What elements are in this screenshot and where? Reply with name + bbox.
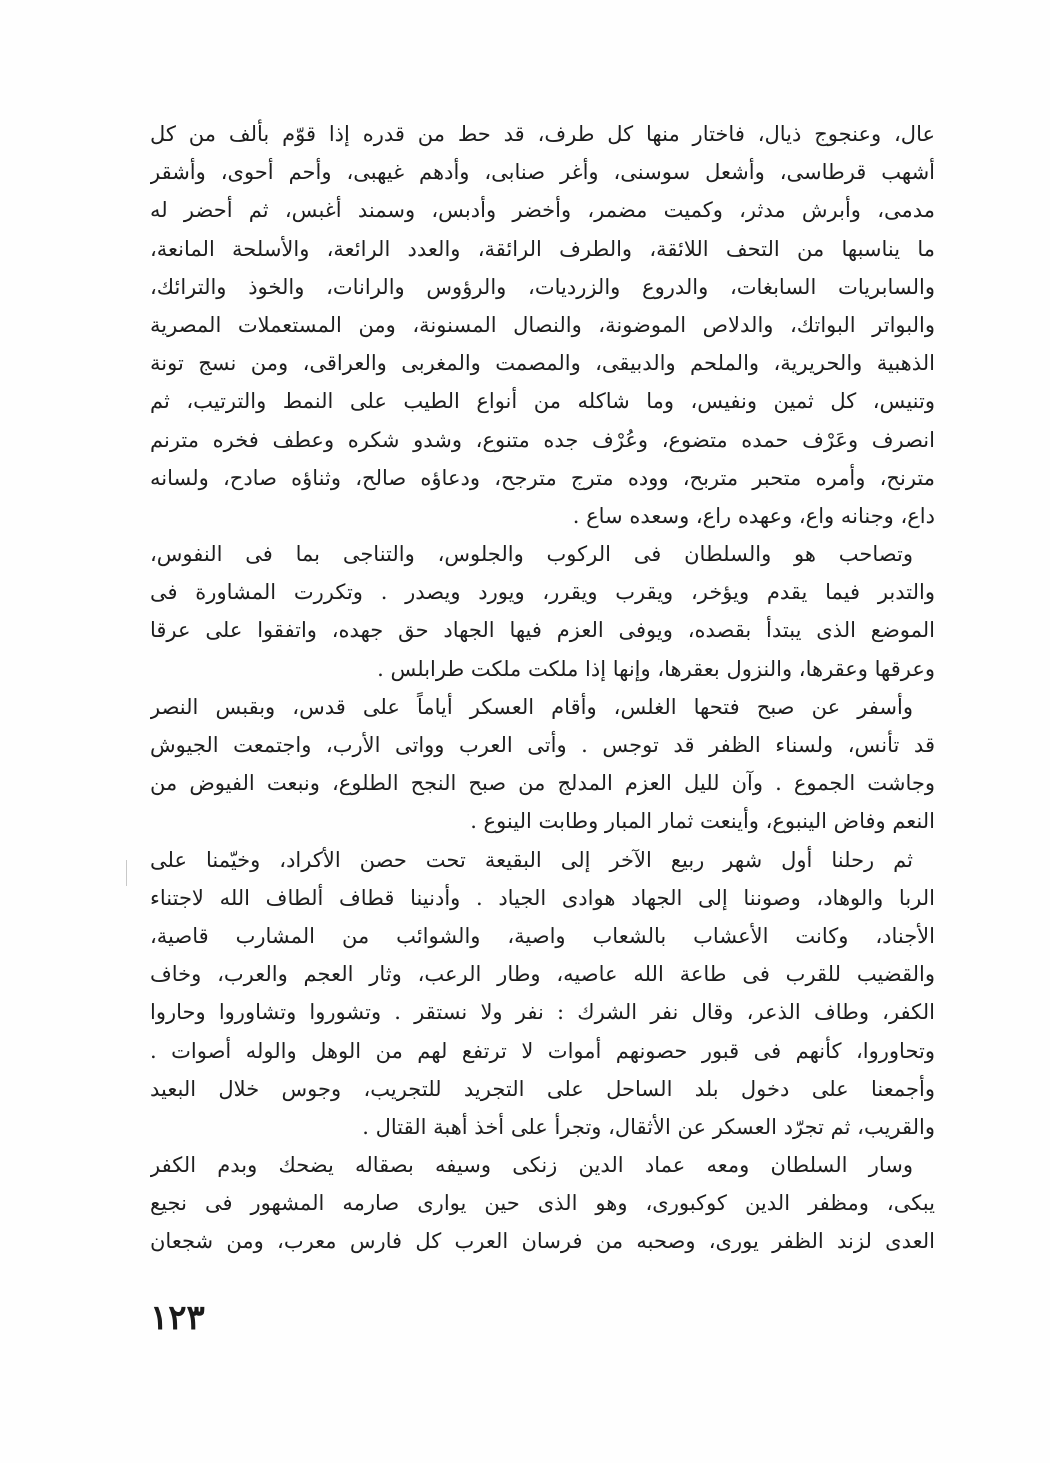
text-line: والبواتر البواتك، والدلاص الموضونة، والنصال المسنونة، ومن المستعملات المصرية [150, 312, 935, 337]
body-text [150, 115, 935, 1261]
text-line: يبكى، ومظفر الدين كوكبورى، وهو الذى حين يوارى صارمه المشهور فى نجيع [150, 1191, 935, 1216]
text-line: والسابريات السابغات، والدروع والزرديات، والرؤوس والرانات، والخوذ والترائك، [150, 274, 935, 299]
text-line: وتنيس، كل ثمين ونفيس، وما شاكله من أنواع الطيب على النمط والترتيب، ثم [150, 389, 935, 414]
text-line: النعم وفاض الينبوع، وأينعت ثمار المبار وطابت الينوع . [470, 809, 935, 834]
text-line: الربا والوهاد، وصوننا إلى الجهاد هوادى الجياد . وأدنينا قطاف ألطاف الله لاجتناء [150, 885, 935, 910]
text-line: ما يناسبها من التحف اللائقة، والطرف الرائقة، والعدد الرائعة، والأسلحة المانعة، [150, 236, 935, 261]
text-line: وجاشت الجموع . وآن لليل العزم المدلج من صبح النجح الطلوع، ونبعت الفيوض من [150, 771, 935, 796]
text-line: ثم رحلنا أول شهر ربيع الآخر إلى البقيعة تحت حصن الأكراد، وخيّمنا على [150, 847, 913, 872]
text-line: وسار السلطان ومعه عماد الدين زنكى وسيفه بصقاله يضحك وبدم الكفر [150, 1153, 913, 1178]
text-line: الكفر، وطاف الذعر، وقال نفر الشرك : نفر ولا نستقر . وتشوروا وتشاوروا وحاروا [150, 1000, 935, 1025]
text-line: مدمى، وأبرش مدثر، وكميت مضمر، وأخضر وأدبس، وسمند أغبس، ثم أحضر له [150, 198, 935, 223]
text-line: والتدبر فيما يقدم ويؤخر، ويقرب ويقرر، ويورد ويصدر . وتكررت المشاورة فى [150, 580, 935, 605]
text-line: وأجمعنا على دخول بلد الساحل على التجريد للتجريب، وجوس خلال البعيد [150, 1076, 935, 1101]
text-line: والقريب، ثم تجرّد العسكر عن الأثقال، وتجرأ على أخذ أهبة القتال . [362, 1114, 935, 1139]
text-line: داع، وجنانه واع، وعهده راع، وسعده ساع . [572, 503, 935, 528]
text-line: وعرقها وعقرها، والنزول بعقرها، وإنها إذا ملكت ملكت طرابلس . [377, 656, 935, 681]
text-line: وأسفر عن صبح فتحها الغلس، وأقام العسكر أياماً على قدس، وبقبس النصر [150, 694, 913, 719]
text-line: والقضيب للقرب فى طاعة الله عاصيه، وطار الرعب، وثار العجم والعرب، وخاف [150, 962, 935, 987]
text-line: عال، وعنجوج ذيال، فاختار منها كل طرف، قد حط من قدره إذا قوّم بألف من كل [150, 122, 935, 146]
text-line: انصرف وعَرْف حمده متضوع، وعُرْف جده متنوع، وشدو شكره وعطف فخره مترنم [150, 427, 935, 452]
page-number: ١٢٣ [150, 1298, 205, 1338]
text-line: أشهب قرطاسى، وأشعل سوسنى، وأغر صنابى، وأدهم غيهبى، وأحم أحوى، وأشقر [150, 160, 935, 185]
text-line: وتصاحب هو والسلطان فى الركوب والجلوس، والتناجى بما فى النفوس، [150, 542, 913, 567]
margin-mark [126, 860, 127, 886]
text-line: العدى لزند الظفر يورى، وصحبه من فرسان العرب كل فارس معرب، ومن شجعان [150, 1229, 935, 1254]
text-line: مترنح، وأمره متحبر متربح، ووده مترج مترجح، ودعاؤه صالح، وثناؤه صادح، ولسانه [150, 465, 935, 490]
text-line: قد تأنس، ولسناء الظفر قد توجس . وأتى العرب وواتى الأرب، واجتمعت الجيوش [150, 733, 935, 757]
text-line: الموضع الذى يبتدأ بقصده، ويوفى العزم فيها الجهاد حق جهده، واتفقوا على عرقا [150, 618, 935, 643]
text-line: الأجناد، وكانت الأعشاب بالشعاب واصية، والشوائب من المشارب قاصية، [150, 923, 935, 948]
text-line: وتحاوروا، كأنهم فى قبور حصونهم أموات لا ترتفع لهم من الوهل والوله أصوات . [150, 1038, 935, 1063]
text-line: الذهبية والحريرية، والملحم والدبيقى، والمصمت والمغربى والعراقى، ومن نسج تونة [150, 351, 935, 376]
